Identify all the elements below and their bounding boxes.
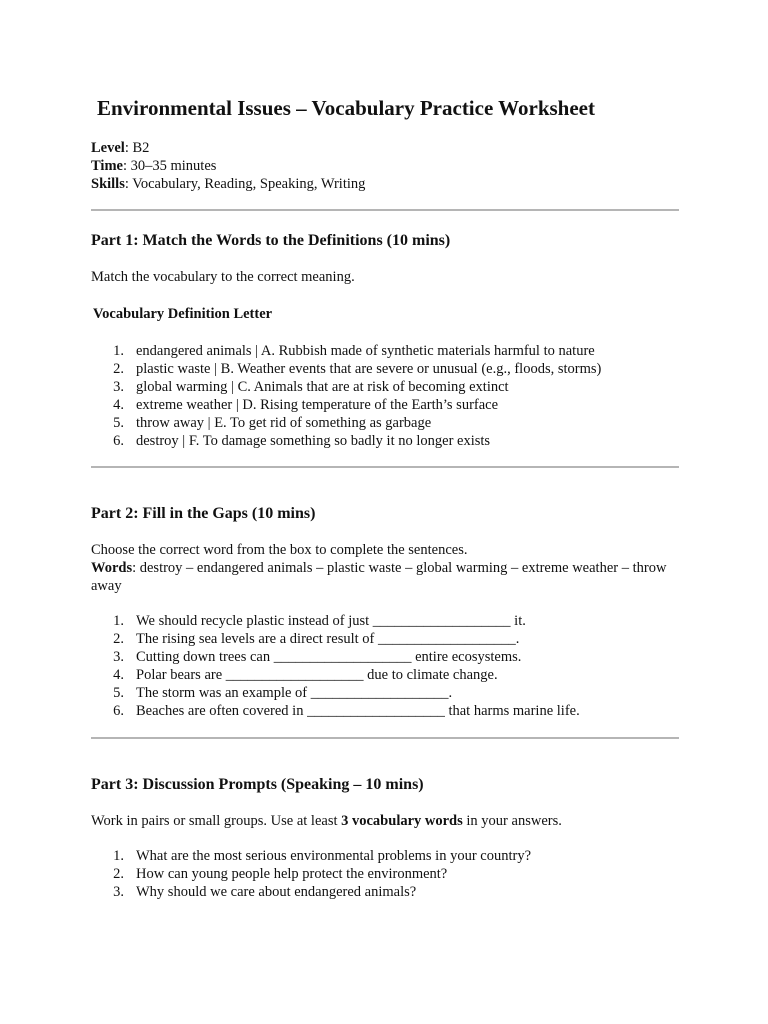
- list-item-text: endangered animals | A. Rubbish made of synthetic materials harmful to nature: [136, 343, 595, 359]
- part3-instruction-post: in your answers.: [462, 813, 562, 829]
- list-number: 3.: [113, 379, 124, 395]
- list-item: [91, 648, 679, 666]
- list-item-text: Polar bears are ___________________ due to climate change.: [136, 667, 498, 683]
- part2-instruction: Choose the correct word from the box to complete the sentences.: [91, 542, 468, 558]
- part3-heading: Part 3: Discussion Prompts (Speaking – 10 mins): [91, 776, 424, 793]
- words-label: Words: [91, 560, 133, 576]
- list-number: 3.: [113, 649, 124, 665]
- list-number: 1.: [113, 613, 124, 629]
- part1-heading: Part 1: Match the Words to the Definitions (10 mins): [91, 232, 451, 249]
- part1-match-list: [91, 342, 679, 450]
- list-item: [91, 702, 679, 720]
- part2-gap-list: [91, 612, 679, 720]
- meta-level-label: Level: [91, 140, 125, 156]
- list-item: [91, 666, 679, 684]
- list-item: [91, 630, 679, 648]
- meta-skills-label: Skills: [91, 176, 125, 192]
- meta-time-label: Time: [91, 158, 123, 174]
- list-item-text: Beaches are often covered in ___________________ that harms marine life.: [136, 703, 580, 719]
- list-item: [91, 342, 679, 360]
- worksheet-meta: [91, 139, 365, 193]
- list-item-text: How can young people help protect the environment?: [136, 866, 448, 882]
- list-item: [91, 865, 679, 883]
- list-item: [91, 360, 679, 378]
- list-item-text: What are the most serious environmental problems in your country?: [136, 848, 532, 864]
- part3-instruction-bold: 3 vocabulary words: [341, 813, 463, 829]
- list-item: [91, 684, 679, 702]
- list-item-text: destroy | F. To damage something so badly it no longer exists: [136, 433, 491, 449]
- meta-time-value: : 30–35 minutes: [122, 158, 217, 174]
- list-item-text: global warming | C. Animals that are at risk of becoming extinct: [136, 379, 509, 395]
- part2-word-box: [91, 559, 679, 595]
- section-divider: [91, 737, 679, 739]
- list-number: 2.: [113, 361, 124, 377]
- list-number: 4.: [113, 667, 124, 683]
- list-item-text: throw away | E. To get rid of something as garbage: [136, 415, 432, 431]
- list-item-text: Cutting down trees can ___________________ entire ecosystems.: [136, 649, 522, 665]
- list-number: 6.: [113, 703, 124, 719]
- words-value: : destroy – endangered animals – plastic waste – global warming – extreme weather – throw away: [91, 560, 667, 594]
- list-item: [91, 883, 679, 901]
- list-item: [91, 414, 679, 432]
- list-number: 5.: [113, 685, 124, 701]
- list-item: [91, 396, 679, 414]
- section-divider: [91, 466, 679, 468]
- vocab-table-header: Vocabulary Definition Letter: [93, 306, 273, 322]
- part2-heading: Part 2: Fill in the Gaps (10 mins): [91, 505, 316, 522]
- part1-instruction: Match the vocabulary to the correct meaning.: [91, 269, 355, 285]
- meta-skills-value: : Vocabulary, Reading, Speaking, Writing: [124, 176, 366, 192]
- meta-level: [91, 139, 365, 157]
- list-item: [91, 432, 679, 450]
- list-item: [91, 612, 679, 630]
- list-item-text: We should recycle plastic instead of just ___________________ it.: [136, 613, 526, 629]
- part3-instruction-pre: Work in pairs or small groups. Use at least: [91, 813, 342, 829]
- meta-skills: [91, 175, 365, 193]
- list-item-text: extreme weather | D. Rising temperature of the Earth’s surface: [136, 397, 499, 413]
- list-number: 2.: [113, 631, 124, 647]
- list-number: 4.: [113, 397, 124, 413]
- meta-time: [91, 157, 365, 175]
- list-item-text: plastic waste | B. Weather events that are severe or unusual (e.g., floods, storms): [136, 361, 602, 377]
- list-item-text: Why should we care about endangered animals?: [136, 884, 417, 900]
- list-item: [91, 378, 679, 396]
- list-number: 6.: [113, 433, 124, 449]
- list-item-text: The rising sea levels are a direct result of ___________________.: [136, 631, 520, 647]
- list-number: 1.: [113, 848, 124, 864]
- list-number: 2.: [113, 866, 124, 882]
- part3-instruction: [91, 812, 679, 830]
- list-number: 3.: [113, 884, 124, 900]
- page-title: Environmental Issues – Vocabulary Practice Worksheet: [97, 96, 595, 120]
- list-item: [91, 847, 679, 865]
- meta-level-value: : B2: [124, 140, 150, 156]
- list-number: 1.: [113, 343, 124, 359]
- list-item-text: The storm was an example of ___________________.: [136, 685, 453, 701]
- part3-prompt-list: [91, 847, 679, 901]
- section-divider: [91, 209, 679, 211]
- list-number: 5.: [113, 415, 124, 431]
